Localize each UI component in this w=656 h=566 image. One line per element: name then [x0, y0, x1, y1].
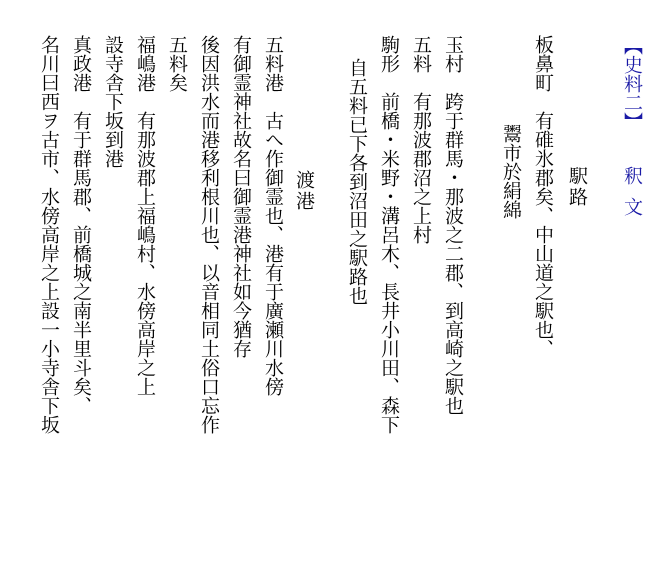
section-title-toko: 渡港 — [293, 170, 315, 212]
text-column-5: 駒形 前橋・米野・溝呂木、長井小川田、森下 — [378, 35, 400, 434]
text-column-10: 五料矣 — [166, 35, 188, 92]
text-column-3: 玉村 跨于群馬・那波之二郡、到高崎之駅也 — [442, 35, 464, 415]
text-column-9: 後因洪水而港移利根川也、以音相同土俗口忘作 — [198, 35, 220, 434]
document-label — [609, 36, 643, 131]
document-label-word — [609, 166, 643, 228]
label-bracket-title: 【史料二】 — [621, 36, 643, 131]
text-column-11: 福嶋港 有那波郡上福嶋村、水傍高岸之上 — [134, 35, 156, 396]
text-column-1: 板鼻町 有碓氷郡矣、中山道之駅也、 — [532, 35, 554, 358]
label-word: 釈文 — [621, 166, 643, 228]
text-column-6: 自五料已下各到沼田之駅路也 — [346, 58, 368, 305]
text-column-14: 名川曰西ヲ古市、水傍高岸之上設一小寺舎下坂 — [38, 35, 60, 434]
text-column-7: 五料港 古へ作御霊也、港有于廣瀬川水傍 — [262, 35, 284, 396]
text-column-4: 五料 有那波郡沼之上村 — [410, 35, 432, 244]
text-column-8: 有御霊神社故名曰御霊港神社如今猶存 — [230, 35, 252, 358]
section-title-ekiro: 駅路 — [566, 166, 588, 208]
text-column-13: 真政港 有于群馬郡、前橋城之南半里斗矣、 — [70, 35, 92, 415]
text-column-12: 設寺舎下坂到港 — [102, 35, 124, 168]
text-column-2: 鬻市於絹綿 — [500, 124, 522, 219]
